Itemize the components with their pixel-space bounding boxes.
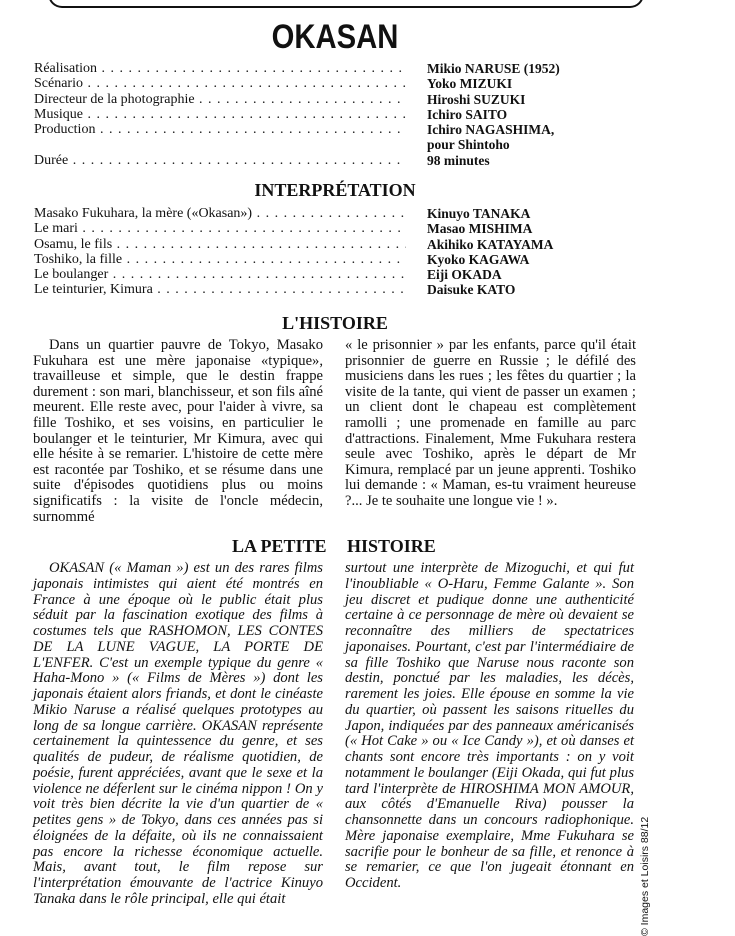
credit-row — [34, 61, 594, 76]
histoire-left-text: Dans un quartier pauvre de Tokyo, Masako Fukuhara est une mère japonaise «typique», travailleuse et simple, que le destin frappe durement : son mari, blanchisseur, et son fils aîné meurent. Elle reste avec, pour l'aider à vivre, sa fille Toshiko, et ses voisins, en particulier le boulanger et le teinturier, Mr Kimura, avec qui elle hésite à se remarier. L'histoire de cette mère est racontée par Toshiko, et se résume dans une suite d'épisodes quotidiens plus ou moins significatifs : la visite de l'oncle médecin, surnommé — [33, 337, 323, 525]
cast-row — [34, 252, 594, 267]
credit-value: Mikio NARUSE (1952) — [427, 61, 560, 76]
histoire-right-column — [345, 338, 636, 510]
petite-histoire-right-text: surtout une interprète de Mizoguchi, et qui fut l'inoubliable « O-Haru, Femme Galante ». Son jeu discret et pudique donne une authenticité certaine à ce personnage de mère où devaient se reconnaître des milliers de spectatrices japonaises. Pourtant, c'est par l'intermédiaire de sa fille Toshiko que Naruse nous raconte son destin, ponctué par les maladies, les décès, rarement les joies. Elle épouse en somme la vie du quartier, où passent les saisons rituelles du Japon, indiquées par des panneaux américanisés (« Hot Cake » ou « Ice Candy »), et où danses et chants sont encore très importants : on y voit notamment le boulanger (Eiji Okada, qui fut plus tard l'interprète de HIROSHIMA MON AMOUR, aux côtés d'Emanuelle Riva) pousser la chansonnette dans un concours radiophonique. Mère japonaise exemplaire, Mme Fukuhara se sacrifie pour le bonheur de sa fille, et renonce à se remarier, ce que l'on jugeait étonnant en Occident. — [345, 560, 634, 891]
credit-label: Musique . . . — [34, 107, 406, 122]
histoire-heading: L'HISTOIRE — [282, 313, 388, 333]
cast-role: Toshiko, la fille . . . — [34, 252, 406, 267]
credits-block — [34, 61, 594, 168]
cast-role: Osamu, le fils . . . — [34, 237, 406, 252]
petite-histoire-left-text: OKASAN (« Maman ») est un des rares films japonais intimistes qui aient été montrés en France à une époque où le public était plus séduit par la fascination exotique des films à costumes tels que RASHOMON, LES CONTES DE LA LUNE VAGUE, LA PORTE DE L'ENFER. C'est un exemple typique du genre « Haha-Mono » (« Films de Mères ») dont les japonais étaient alors friands, et dont le cinéaste Mikio Naruse a réalisé quelques prototypes au long de sa longue carrière. OKASAN représente certainement la quintessence du genre, et ses qualités de pudeur, de réalisme quotidien, de poésie, furent appréciées, avant que le sexe et la violence ne déferlent sur le cinéma nippon ! On y voit très bien décrite la vie d'un quartier de « petites gens » de Tokyo, dans ces années pas si éloignées de la défaite, où ils ne connaissaient pas encore la richesse économique actuelle. Mais, avant tout, le film repose sur l'interprétation émouvante de l'actrice Kinuyo Tanaka dans le rôle principal, elle qui était — [33, 560, 323, 907]
credit-label: Directeur de la photographie . . . — [34, 92, 406, 107]
petite-histoire-right-column — [345, 561, 634, 892]
credit-label: Scénario . . . — [34, 76, 406, 91]
cast-role: Le teinturier, Kimura . . . — [34, 282, 406, 297]
cast-actor: Akihiko KATAYAMA — [427, 236, 554, 252]
histoire-left-column — [33, 338, 323, 525]
credit-value: pour Shintoho — [427, 137, 510, 153]
cast-row — [34, 206, 594, 221]
cast-block — [34, 206, 594, 298]
cast-actor: Kinuyo TANAKA — [427, 206, 531, 221]
credit-value: Ichiro SAITO — [427, 106, 508, 122]
credit-value: Ichiro NAGASHIMA, — [427, 122, 555, 138]
cast-row — [34, 282, 594, 297]
petite-histoire-heading-right: HISTOIRE — [347, 536, 436, 556]
cast-row — [34, 221, 594, 236]
credit-label: Durée . . . — [34, 153, 406, 168]
cast-role: Le mari . . . — [34, 221, 406, 236]
credit-row — [34, 137, 594, 152]
cast-actor: Daisuke KATO — [427, 282, 516, 298]
credit-value: 98 minutes — [427, 152, 490, 168]
cast-role: Le boulanger . . . — [34, 267, 406, 282]
petite-histoire-left-column — [33, 561, 323, 908]
cast-actor: Eiji OKADA — [427, 267, 502, 283]
credit-label: Production . . . — [34, 122, 406, 137]
credit-row — [34, 153, 594, 168]
histoire-right-text: « le prisonnier » par les enfants, parce qu'il était prisonnier de guerre en Russie ; le défilé des musiciens dans les rues ; les fêtes du quartier ; la visite de la tante, qui vient de passer un examen ; un client dont le chapeau est complètement ramolli ; une promenade en famille au parc d'attractions. Finalement, Mme Fukuhara restera seule avec Toshiko, après le départ de Mr Kimura, remplacé par un jeune apprenti. Toshiko lui demande : « Maman, es-tu vraiment heureuse ?... Je te souhaite une longue vie ! ». — [345, 337, 636, 509]
cast-role: Masako Fukuhara, la mère («Okasan») . . . — [34, 206, 406, 221]
credit-row — [34, 122, 594, 137]
page-title: OKASAN — [271, 18, 399, 56]
credit-value: Hiroshi SUZUKI — [427, 91, 526, 107]
cast-row — [34, 267, 594, 282]
top-border-frame — [48, 0, 644, 8]
credit-row — [34, 76, 594, 91]
cast-row — [34, 237, 594, 252]
petite-histoire-heading-left: LA PETITE — [232, 536, 327, 556]
credit-row — [34, 92, 594, 107]
credit-label: Réalisation . . . — [34, 61, 406, 76]
copyright-notice: © Images et Loisirs 88/12 — [639, 816, 651, 936]
credit-row — [34, 107, 594, 122]
interpretation-heading: INTERPRÉTATION — [254, 180, 416, 200]
cast-actor: Masao MISHIMA — [427, 221, 533, 237]
cast-actor: Kyoko KAGAWA — [427, 251, 530, 267]
credit-value: Yoko MIZUKI — [427, 76, 513, 92]
